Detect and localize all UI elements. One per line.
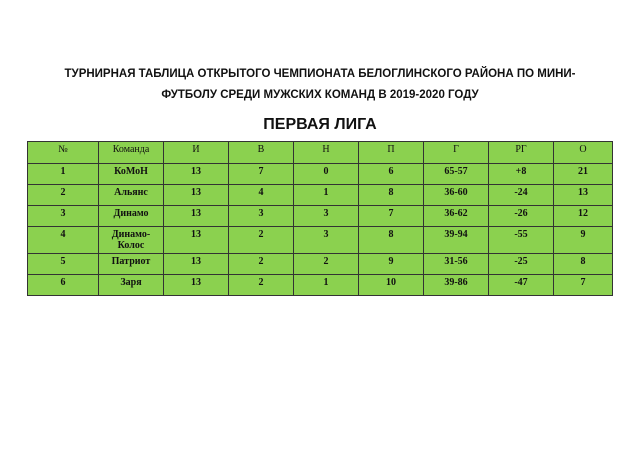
cell-number: 5 [28, 254, 99, 275]
cell-points: 9 [554, 227, 613, 254]
header-cell-games: И [164, 142, 229, 164]
header-cell-goals: Г [424, 142, 489, 164]
cell-games: 13 [164, 227, 229, 254]
cell-wins: 4 [229, 185, 294, 206]
cell-losses: 6 [359, 164, 424, 185]
table-row [28, 164, 613, 185]
header-cell-number: № [28, 142, 99, 164]
cell-points: 13 [554, 185, 613, 206]
cell-wins: 2 [229, 227, 294, 254]
cell-points: 12 [554, 206, 613, 227]
cell-goal-diff: -24 [489, 185, 554, 206]
table-row [28, 275, 613, 296]
cell-wins: 3 [229, 206, 294, 227]
cell-goals: 36-60 [424, 185, 489, 206]
cell-team: Динамо-Колос [99, 227, 164, 254]
cell-games: 13 [164, 164, 229, 185]
cell-draws: 0 [294, 164, 359, 185]
cell-goals: 65-57 [424, 164, 489, 185]
cell-number: 3 [28, 206, 99, 227]
cell-games: 13 [164, 206, 229, 227]
cell-wins: 7 [229, 164, 294, 185]
cell-goal-diff: -26 [489, 206, 554, 227]
cell-team: Динамо [99, 206, 164, 227]
header-cell-points: О [554, 142, 613, 164]
cell-games: 13 [164, 275, 229, 296]
cell-losses: 8 [359, 227, 424, 254]
cell-goal-diff: -55 [489, 227, 554, 254]
cell-team: Альянс [99, 185, 164, 206]
table-row [28, 185, 613, 206]
cell-team: Заря [99, 275, 164, 296]
cell-losses: 8 [359, 185, 424, 206]
cell-goals: 39-86 [424, 275, 489, 296]
league-subtitle: ПЕРВАЯ ЛИГА [263, 116, 377, 133]
cell-number: 6 [28, 275, 99, 296]
cell-draws: 1 [294, 185, 359, 206]
cell-goals: 39-94 [424, 227, 489, 254]
standings-table [27, 141, 613, 296]
header-cell-goal-diff: РГ [489, 142, 554, 164]
document-title: ТУРНИРНАЯ ТАБЛИЦА ОТКРЫТОГО ЧЕМПИОНАТА БЕЛОГЛИНСКОГО РАЙОНА ПО МИНИ-ФУТБОЛУ СРЕДИ МУЖСКИХ КОМАНД В 2019-2020 ГОДУ [64, 68, 576, 101]
cell-number: 2 [28, 185, 99, 206]
cell-losses: 7 [359, 206, 424, 227]
cell-draws: 3 [294, 206, 359, 227]
header-cell-team: Команда [99, 142, 164, 164]
cell-goals: 36-62 [424, 206, 489, 227]
cell-draws: 3 [294, 227, 359, 254]
cell-losses: 9 [359, 254, 424, 275]
table-row [28, 254, 613, 275]
header-cell-draws: Н [294, 142, 359, 164]
cell-team: Патриот [99, 254, 164, 275]
table-row [28, 227, 613, 254]
header-cell-wins: В [229, 142, 294, 164]
cell-losses: 10 [359, 275, 424, 296]
table-row [28, 206, 613, 227]
cell-draws: 1 [294, 275, 359, 296]
cell-wins: 2 [229, 254, 294, 275]
cell-games: 13 [164, 254, 229, 275]
cell-goals: 31-56 [424, 254, 489, 275]
table-header-row [28, 142, 613, 164]
cell-team: КоМоН [99, 164, 164, 185]
cell-points: 7 [554, 275, 613, 296]
cell-games: 13 [164, 185, 229, 206]
header-cell-losses: П [359, 142, 424, 164]
cell-goal-diff: -25 [489, 254, 554, 275]
cell-number: 1 [28, 164, 99, 185]
cell-goal-diff: -47 [489, 275, 554, 296]
cell-goal-diff: +8 [489, 164, 554, 185]
cell-points: 8 [554, 254, 613, 275]
cell-number: 4 [28, 227, 99, 254]
cell-points: 21 [554, 164, 613, 185]
cell-draws: 2 [294, 254, 359, 275]
cell-wins: 2 [229, 275, 294, 296]
